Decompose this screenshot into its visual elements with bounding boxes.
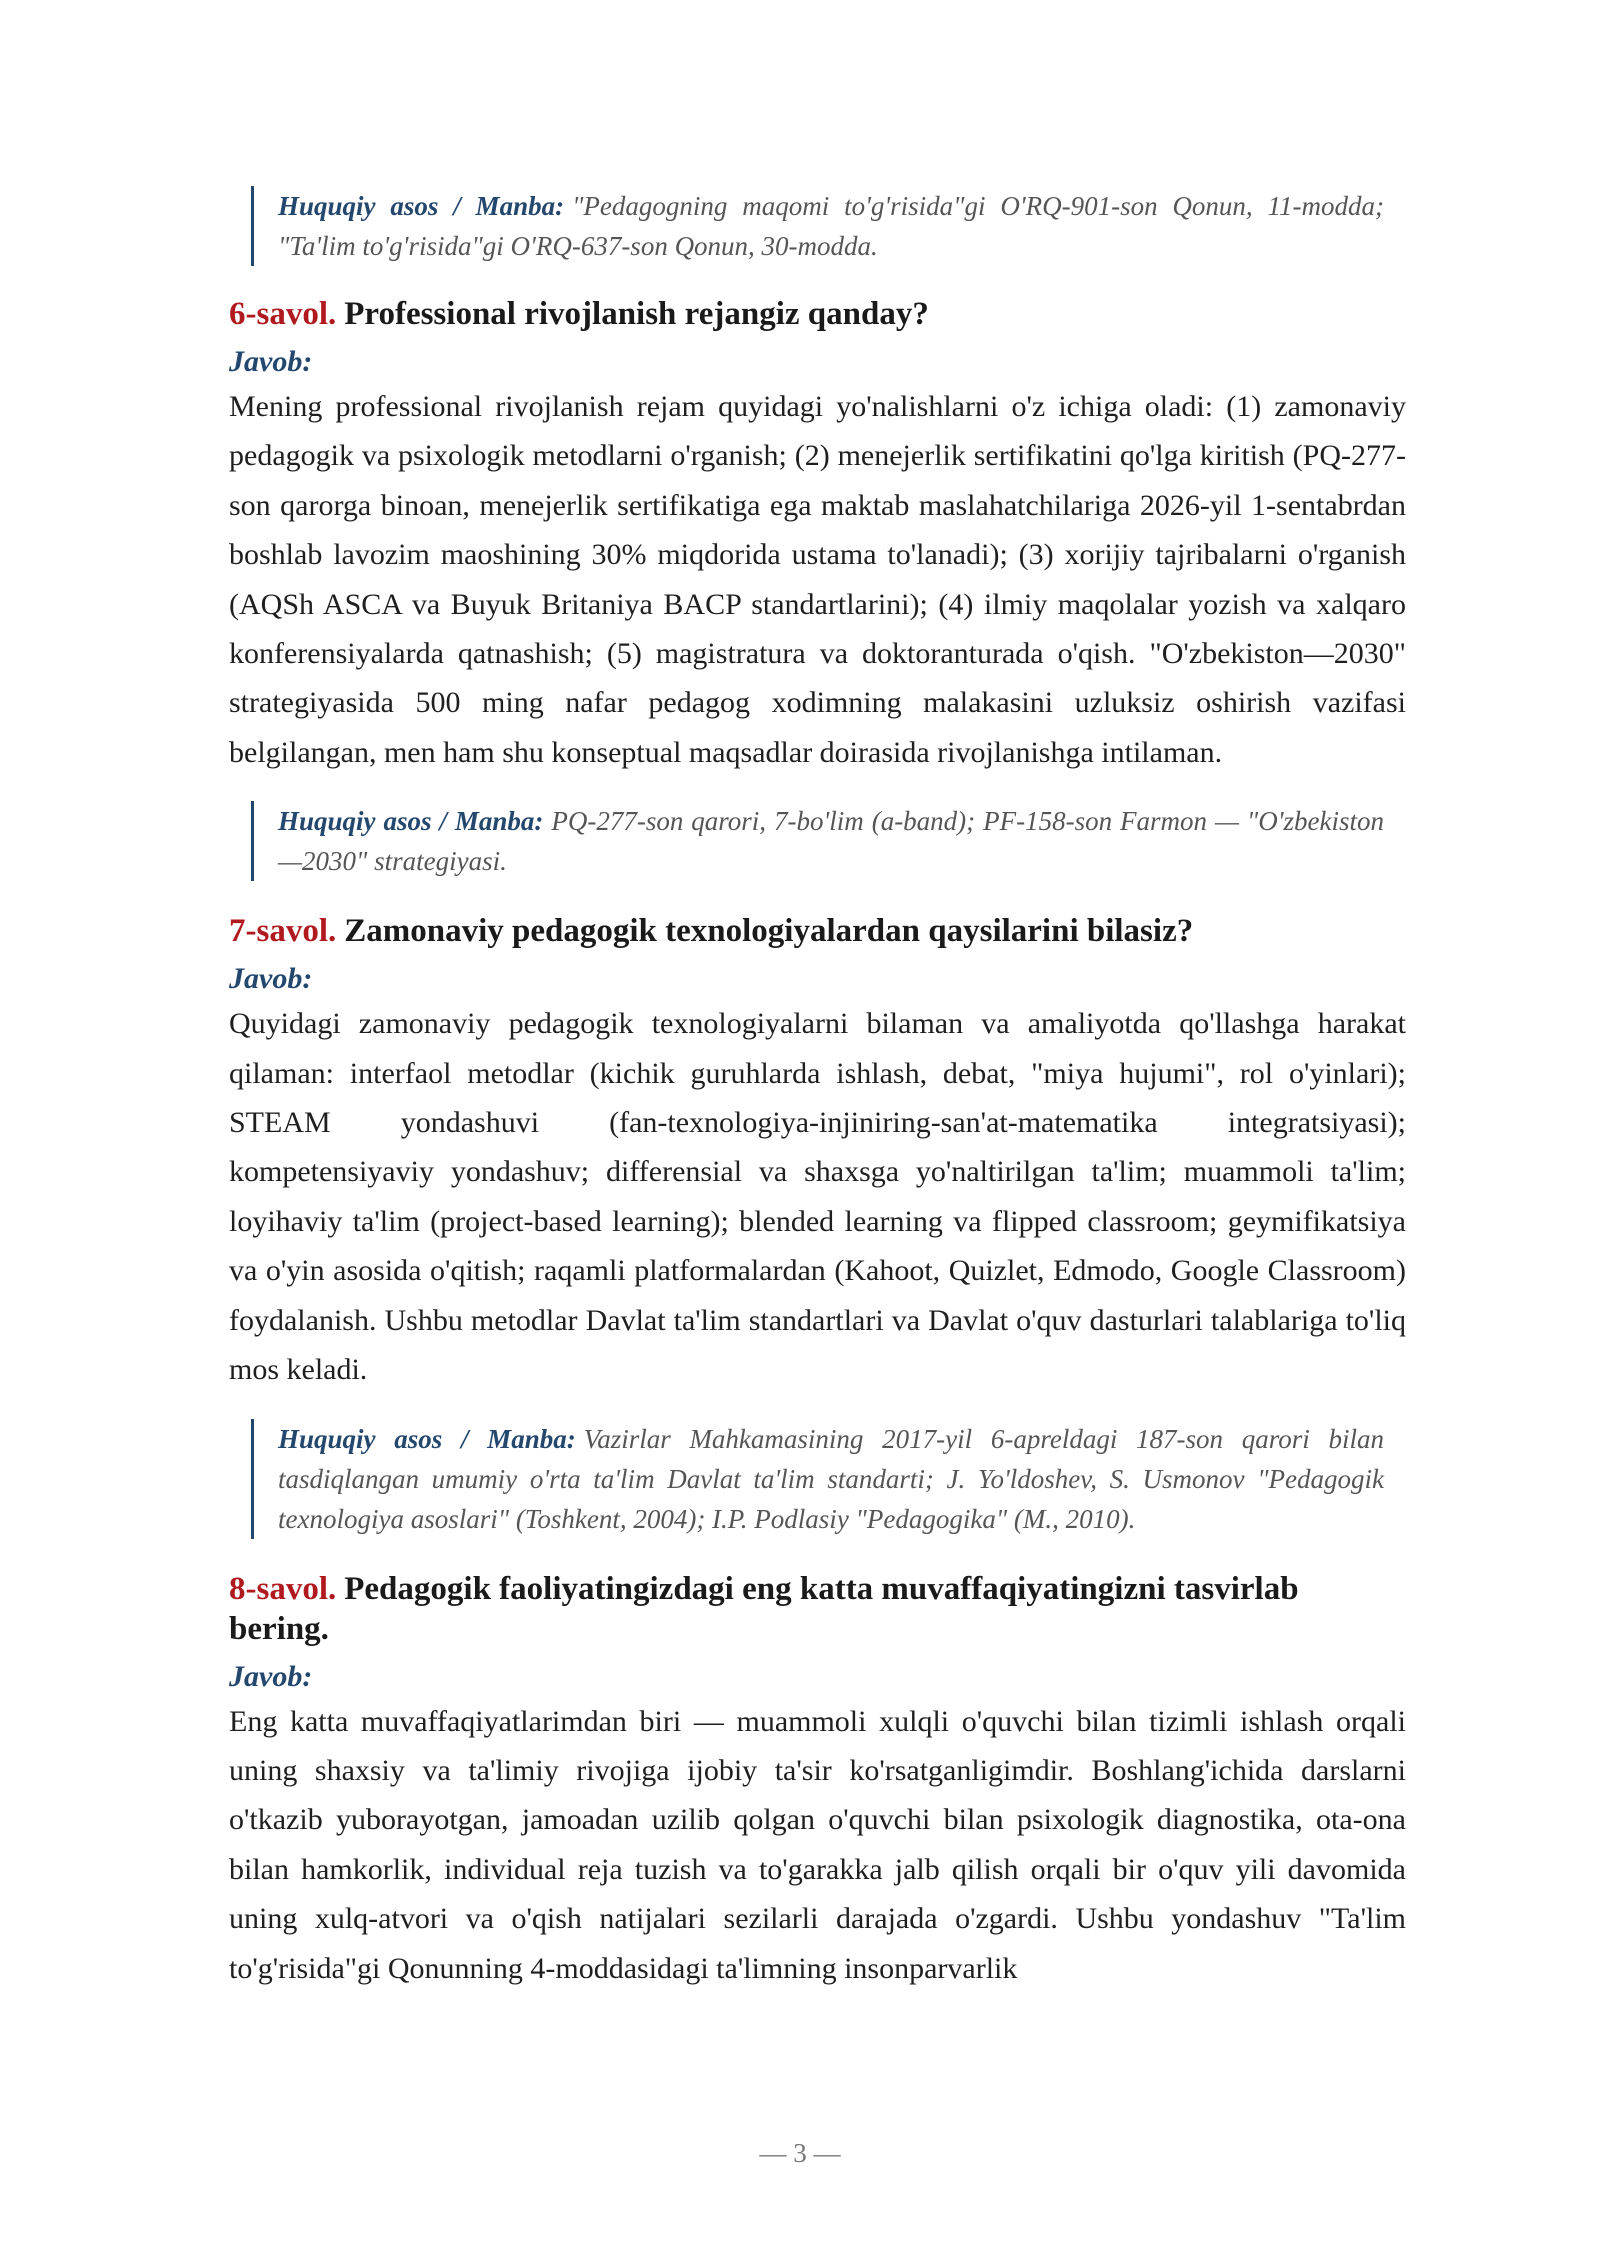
note-label: Huquqiy asos / Manba: xyxy=(278,806,544,837)
answer-text: Quyidagi zamonaviy pedagogik texnologiyalarni bilaman va amaliyotda qo'llashga harakat qilaman: interfaol metodlar (kichik guruhlarda ishlash, debat, "miya hujumi", rol o'yinlari); STEAM yondashuvi (fan-texnologiya-injiniring-san'at-matematika integratsiyasi); kompetensiyaviy yondashuv; differensial va shaxsga yo'naltirilgan ta'lim; muammoli ta'lim; loyihaviy ta'lim (project-based learning); blended learning va flipped classroom; geymifikatsiya va o'yin asosida o'qitish; raqamli platformalardan (Kahoot, Quizlet, Edmodo, Google Classroom) foydalanish. Ushbu metodlar Davlat ta'lim standartlari va Davlat o'quv dasturlari talablariga to'liq mos keladi. xyxy=(229,1007,1406,1387)
answer-label: Javob: xyxy=(229,1659,313,1693)
question-block xyxy=(229,1569,1406,1993)
note-label: Huquqiy asos / Manba: xyxy=(278,1423,576,1454)
question-number: 8-savol. xyxy=(229,1570,337,1607)
question-heading xyxy=(229,911,1406,951)
legal-basis-note xyxy=(251,1419,1384,1539)
note-text: "Pedagogning maqomi to'g'risida"gi O'RQ-901-son Qonun, 11-modda; "Ta'lim to'g'risida"gi O'RQ-637-son Qonun, 30-modda. xyxy=(278,191,1384,261)
question-title: Zamonaviy pedagogik texnologiyalardan qaysilarini bilasiz? xyxy=(344,913,1194,950)
question-title: Pedagogik faoliyatingizdagi eng katta muvaffaqiyatingizni tasvirlab bering. xyxy=(229,1570,1299,1647)
answer-label: Javob: xyxy=(229,962,313,996)
note-text: PQ-277-son qarori, 7-bo'lim (a-band); PF-158-son Farmon — "O'zbekiston—2030" strategiyasi. xyxy=(278,806,1384,877)
legal-basis-note xyxy=(251,801,1384,881)
note-text: Vazirlar Mahkamasining 2017-yil 6-apreldagi 187-son qarori bilan tasdiqlangan umumiy o'rta ta'lim Davlat ta'lim standarti; J. Yo'ldoshev, S. Usmonov "Pedagogik texnologiya asoslari" (Toshkent, 2004); I.P. Podlasiy "Pedagogika" (M., 2010). xyxy=(278,1423,1384,1534)
legal-basis-note xyxy=(251,186,1384,266)
document-page xyxy=(229,186,1406,1993)
question-number: 7-savol. xyxy=(229,913,337,950)
answer-text: Mening professional rivojlanish rejam quyidagi yo'nalishlarni o'z ichiga oladi: (1) zamonaviy pedagogik va psixologik metodlarni o'rganish; (2) menejerlik sertifikatini qo'lga kiritish (PQ-277-son qarorga binoan, menejerlik sertifikatiga ega maktab maslahatchilariga 2026-yil 1-sentabrdan boshlab lavozim maoshining 30% miqdorida ustama to'lanadi); (3) xorijiy tajribalarni o'rganish (AQSh ASCA va Buyuk Britaniya BACP standartlarini); (4) ilmiy maqolalar yozish va xalqaro konferensiyalarda qatnashish; (5) magistratura va doktoranturada o'qish. "O'zbekiston—2030" strategiyasida 500 ming nafar pedagog xodimning malakasini uzluksiz oshirish vazifasi belgilangan, men ham shu konseptual maqsadlar doirasida rivojlanishga intilaman. xyxy=(229,390,1406,769)
question-block xyxy=(229,294,1406,881)
question-heading xyxy=(229,1569,1406,1649)
answer-label: Javob: xyxy=(229,345,313,378)
question-block xyxy=(229,911,1406,1538)
question-number: 6-savol. xyxy=(229,296,337,332)
question-heading xyxy=(229,294,1406,334)
page-number: — 3 — xyxy=(759,2138,841,2168)
question-title: Professional rivojlanish rejangiz qanday? xyxy=(344,296,929,332)
answer-text: Eng katta muvaffaqiyatlarimdan biri — muammoli xulqli o'quvchi bilan tizimli ishlash orqali uning shaxsiy va ta'limiy rivojiga ijobiy ta'sir ko'rsatganligimdir. Boshlang'ichida darslarni o'tkazib yuborayotgan, jamoadan uzilib qolgan o'quvchi bilan psixologik diagnostika, ota-ona bilan hamkorlik, individual reja tuzish va to'garakka jalb qilish orqali bir o'quv yili davomida uning xulq-atvori va o'qish natijalari sezilarli darajada o'zgardi. Ushbu yondashuv "Ta'lim to'g'risida"gi Qonunning 4-moddasidagi ta'limning insonparvarlik xyxy=(229,1704,1406,1985)
note-label: Huquqiy asos / Manba: xyxy=(278,191,565,221)
